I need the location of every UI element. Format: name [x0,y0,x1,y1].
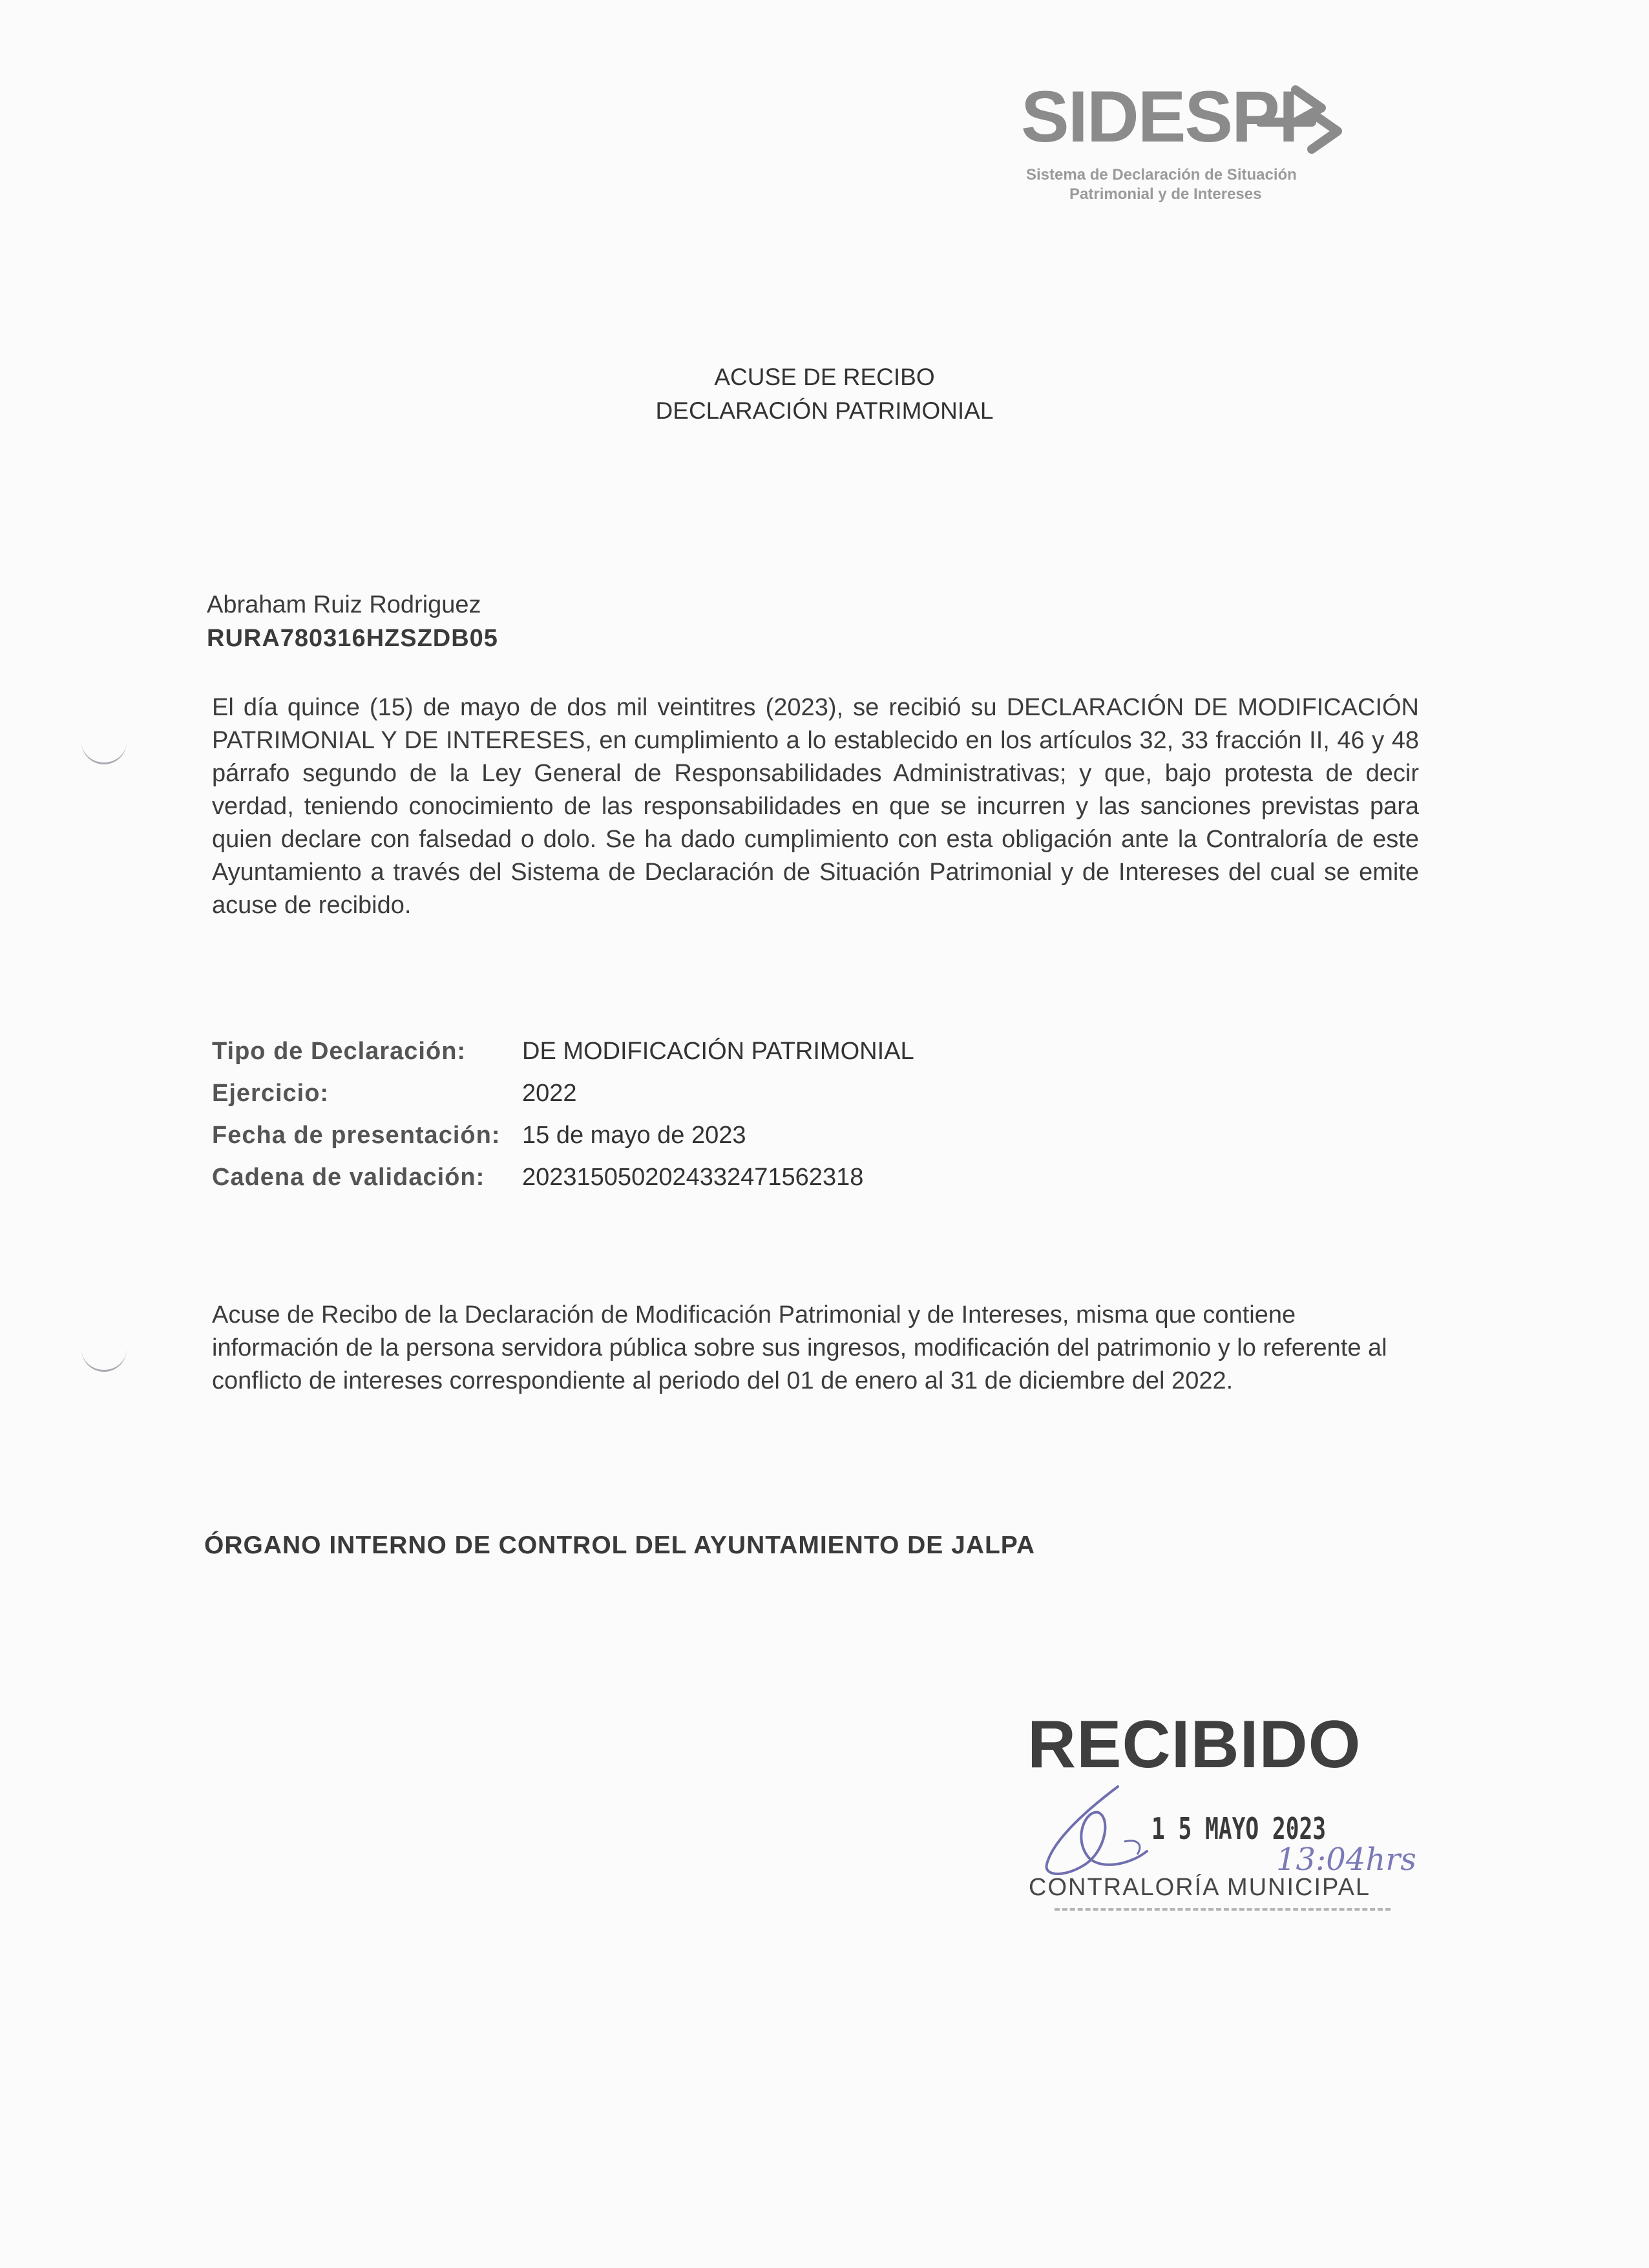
stamp-cut-edge [1055,1908,1391,1920]
recipient-name: Abraham Ruiz Rodriguez [207,591,481,618]
document-title [0,361,1649,428]
summary-paragraph: Acuse de Recibo de la Declaración de Modificación Patrimonial y de Intereses, misma que contiene información de la persona servidora pública sobre sus ingresos, modificación del patrimonio y lo referente al conflicto de intereses correspondiente al periodo del 01 de enero al 31 de diciembre del 2022. [212,1301,1387,1394]
binder-hole-mark [81,1344,127,1372]
recipient-rfc: RURA780316HZSZDB05 [207,625,498,652]
title-line2: DECLARACIÓN PATRIMONIAL [655,397,994,424]
stamp-title: RECIBIDO [1027,1709,1361,1782]
detail-row-type [212,1031,914,1073]
logo-brand-text: SIDESPI [1021,76,1297,157]
sidespi-logo [1021,76,1357,210]
stamp-handwritten-time: 13:04hrs [1276,1842,1416,1878]
detail-value: 2022 [522,1080,577,1107]
recipient-block [207,588,498,655]
detail-label: Fecha de presentación: [212,1122,501,1149]
received-stamp [1027,1709,1428,1922]
logo-subtitle-line2: Patrimonial y de Intereses [1069,185,1262,203]
detail-value: 15 de mayo de 2023 [522,1122,746,1149]
body-paragraph: El día quince (15) de mayo de dos mil veintitres (2023), se recibió su DECLARACIÓN DE MODIFICACIÓN PATRIMONIAL Y DE INTERESES, en cumplimiento a lo establecido en los artículos 32, 33 fracción II, 46 y 48 párrafo segundo de la Ley General de Responsabilidades Administrativas; y que, bajo protesta de decir verdad, teniendo conocimiento de las responsabilidades en que se incurren y las sanciones previstas para quien declare con falsedad o dolo. Se ha dado cumplimiento con esta obligación ante la Contraloría de este Ayuntamiento a través del Sistema de Declaración de Situación Patrimonial y de Intereses del cual se emite acuse de recibido. [212,694,1419,919]
title-line1: ACUSE DE RECIBO [714,364,935,390]
binder-hole-mark [81,737,127,764]
stamp-office: CONTRALORÍA MUNICIPAL [1029,1874,1371,1901]
detail-value: 20231505020243324715623​18 [522,1164,864,1191]
detail-row-validation [212,1157,914,1199]
issuing-organ: ÓRGANO INTERNO DE CONTROL DEL AYUNTAMIENTO DE JALPA [204,1531,1036,1559]
declaration-details [212,1031,914,1199]
detail-value: DE MODIFICACIÓN PATRIMONIAL [522,1038,914,1065]
detail-label: Tipo de Declaración: [212,1038,467,1065]
detail-row-date [212,1115,914,1157]
arrows-logo-icon [1257,82,1360,160]
stamp-date: 1 5 MAYO 2023 [1151,1811,1327,1846]
detail-label: Ejercicio: [212,1080,330,1107]
detail-row-year [212,1073,914,1115]
detail-label: Cadena de validación: [212,1164,485,1191]
logo-subtitle-line1: Sistema de Declaración de Situación [1026,166,1297,184]
